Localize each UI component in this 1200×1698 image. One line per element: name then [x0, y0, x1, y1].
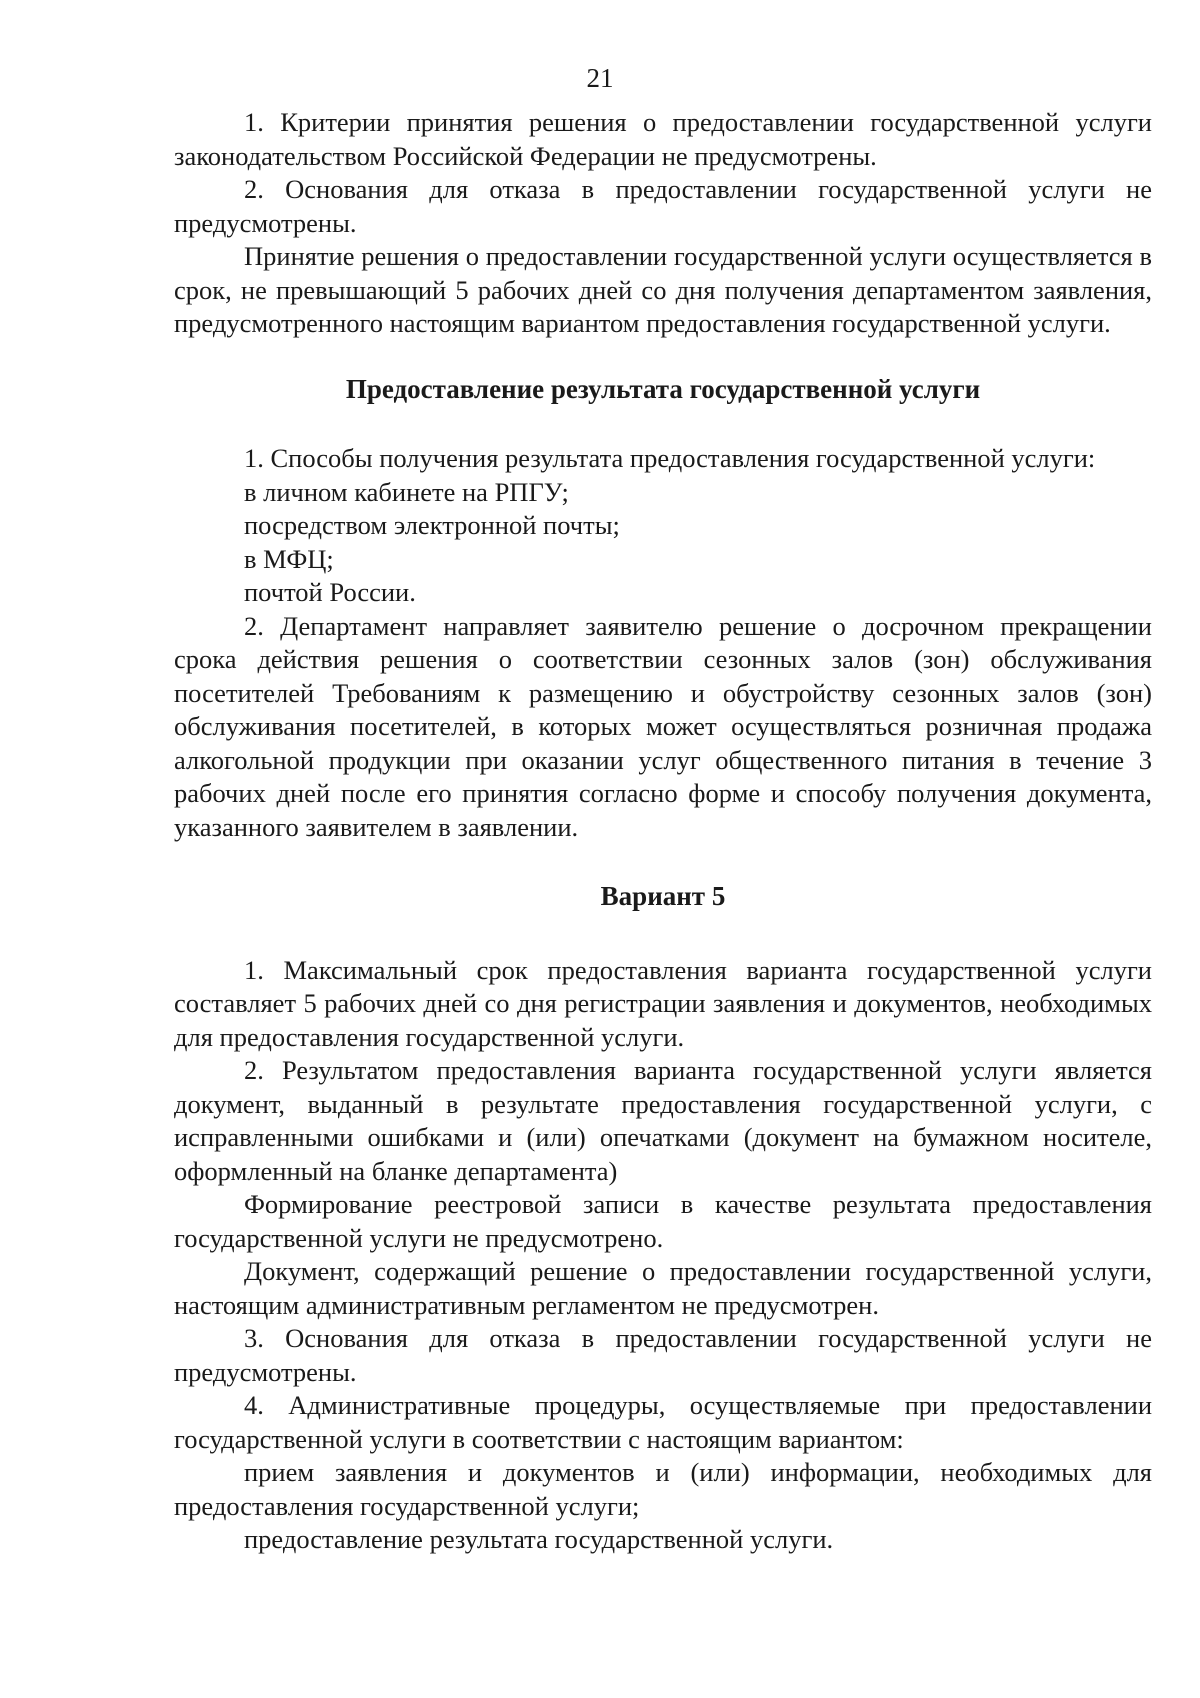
paragraph-decision-term: Принятие решения о предоставлении государственной услуги осуществляется в срок, не превышающий 5 рабочих дней со дня получения департаментом заявления, предусмотренного настоящим вариантом предоставления государственной услуги.: [174, 241, 1152, 338]
paragraph-refusal-grounds: 2. Основания для отказа в предоставлении государственной услуги не предусмотрены.: [174, 174, 1152, 238]
paragraph-registry-record: Формирование реестровой записи в качестве результата предоставления государственной услуги не предусмотрено.: [174, 1189, 1152, 1253]
paragraph-criteria: 1. Критерии принятия решения о предоставлении государственной услуги законодательством Российской Федерации не предусмотрены.: [174, 107, 1152, 171]
paragraph-refusal-grounds-variant: 3. Основания для отказа в предоставлении государственной услуги не предусмотрены.: [174, 1323, 1152, 1387]
section-heading-result: Предоставление результата государственной услуги: [345, 373, 981, 404]
list-item: в МФЦ;: [244, 543, 334, 574]
paragraph-result-document: 2. Результатом предоставления варианта государственной услуги является документ, выданный в результате предоставления государственной услуги, с исправленными ошибками и (или) опечатками (документ на бумажном носителе, оформленный на бланке департамента): [174, 1055, 1152, 1186]
paragraph-procedure-receipt: прием заявления и документов и (или) информации, необходимых для предоставления государственной услуги;: [174, 1457, 1152, 1521]
list-item: в личном кабинете на РПГУ;: [244, 476, 569, 507]
paragraph-max-term: 1. Максимальный срок предоставления варианта государственной услуги составляет 5 рабочих дней со дня регистрации заявления и документов, необходимых для предоставления государственной услуги.: [174, 954, 1152, 1052]
page-number: 21: [586, 63, 614, 93]
paragraph-department-sends: 2. Департамент направляет заявителю решение о досрочном прекращении срока действия решения о соответствии сезонных залов (зон) обслуживания посетителей Требованиям к размещению и обустройству сезонных залов (зон) обслуживания посетителей, в которых может осуществляться розничная продажа алкогольной продукции при оказании услуг общественного питания в течение 3 рабочих дней после его принятия согласно форме и способу получения документа, указанного заявителем в заявлении.: [174, 610, 1152, 842]
paragraph-result-methods: 1. Способы получения результата предоставления государственной услуги:: [244, 443, 1096, 473]
list-item: почтой России.: [244, 577, 416, 607]
list-item: посредством электронной почты;: [244, 510, 620, 540]
document-body: [174, 106, 1152, 1557]
paragraph-decision-document: Документ, содержащий решение о предоставлении государственной услуги, настоящим административным регламентом не предусмотрен.: [174, 1256, 1152, 1320]
paragraph-admin-procedures: 4. Административные процедуры, осуществляемые при предоставлении государственной услуги в соответствии с настоящим вариантом:: [174, 1390, 1152, 1454]
paragraph-procedure-result: предоставление результата государственной услуги.: [244, 1524, 834, 1554]
section-heading-variant-5: Вариант 5: [600, 881, 726, 911]
